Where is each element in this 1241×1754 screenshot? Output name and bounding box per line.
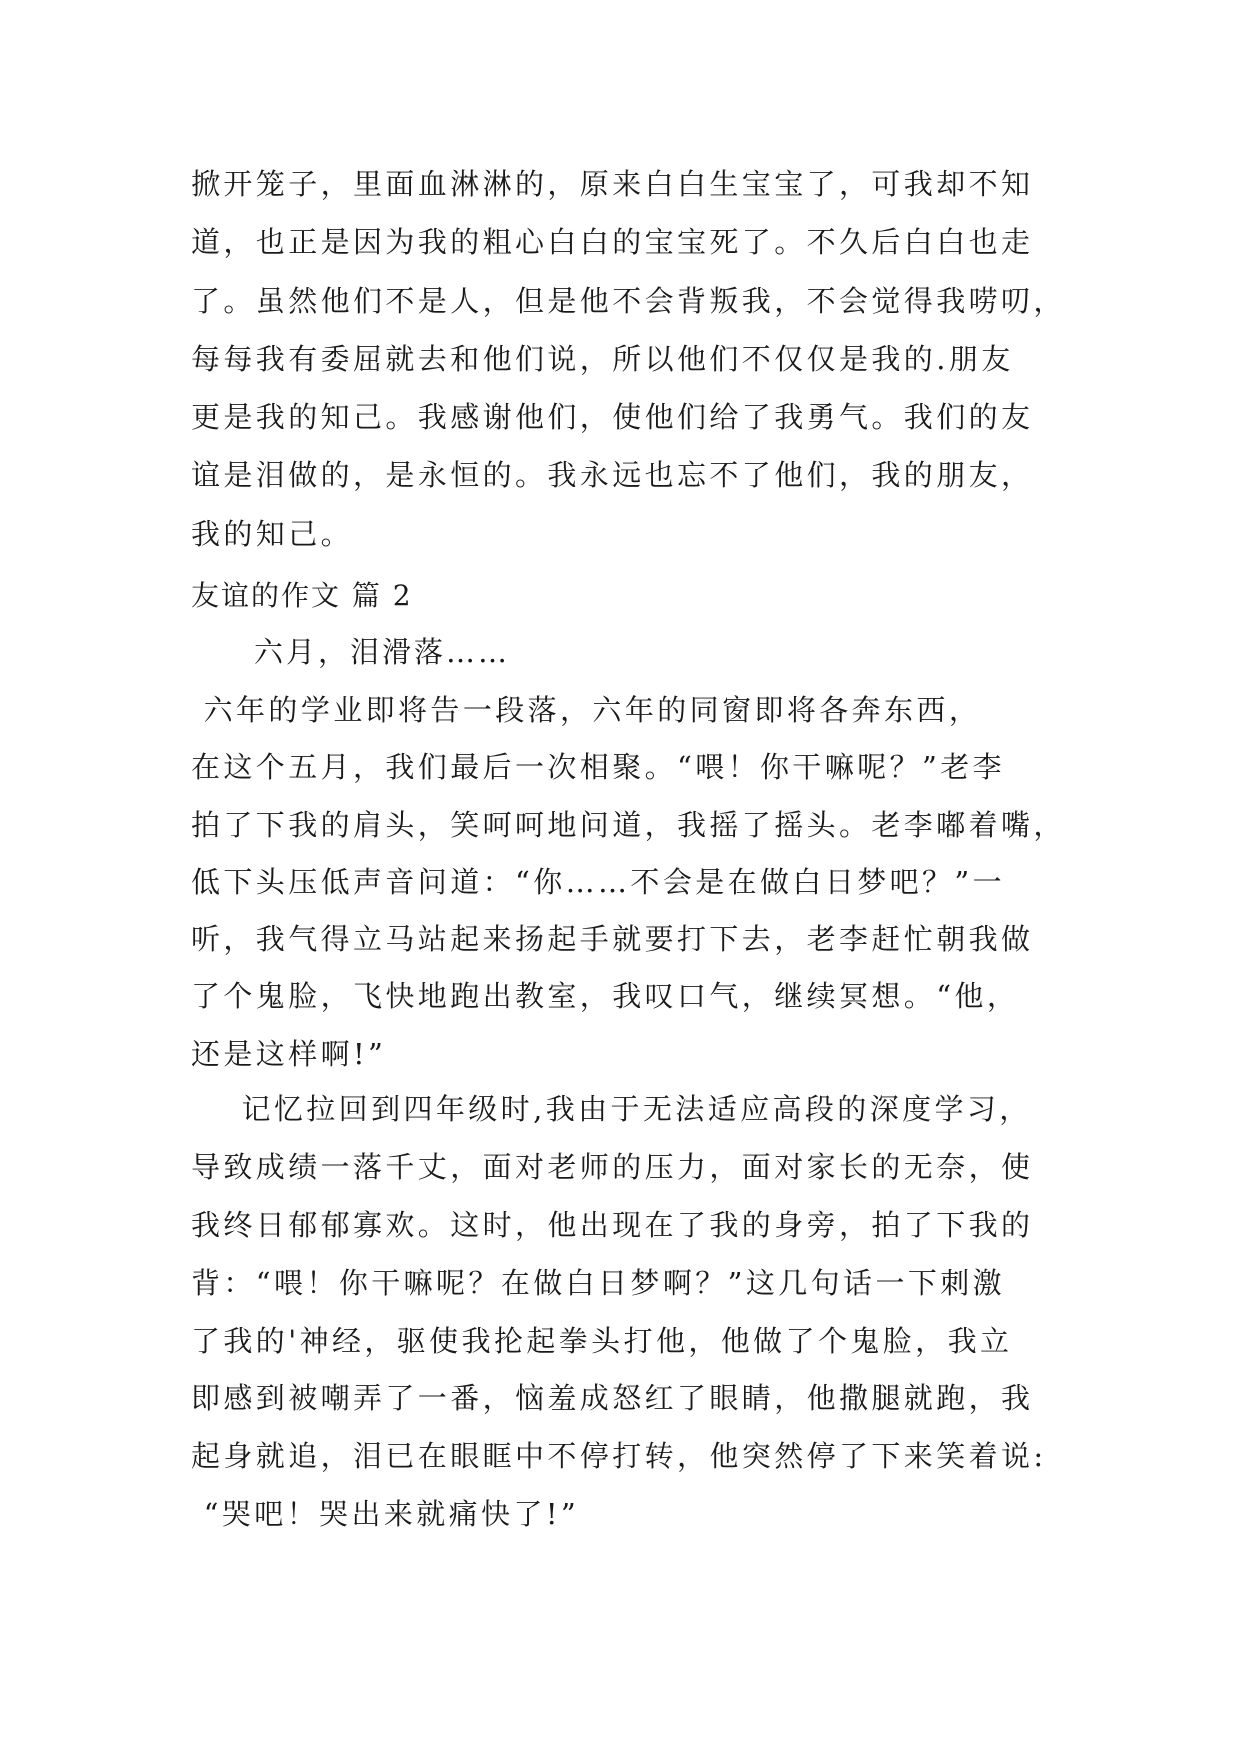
text-line: 了个鬼脸，飞快地跑出教室，我叹口气，继续冥想。“他， xyxy=(191,979,1020,1014)
text-line: 起身就追，泪已在眼眶中不停打转，他突然停了下来笑着说: xyxy=(191,1439,1047,1474)
paragraph-2 xyxy=(191,692,1071,1093)
text-line: 在这个五月，我们最后一次相聚。“喂！你干嘛呢？”老李 xyxy=(191,750,1006,785)
paragraph-1 xyxy=(191,634,1071,670)
text-line: 了我的'神经，驱使我抡起拳头打他，他做了个鬼脸，我立 xyxy=(191,1323,1013,1358)
text-line: 我终日郁郁寡欢。这时，他出现在了我的身旁，拍了下我的 xyxy=(191,1207,1034,1242)
text-line: 听，我气得立马站起来扬起手就要打下去，老李赶忙朝我做 xyxy=(191,922,1034,957)
text-line: 背：“喂！你干嘛呢？在做白日梦啊？”这几句话一下刺激 xyxy=(191,1265,1006,1300)
text-line: 低下头压低声音问道：“你……不会是在做白日梦吧？”一 xyxy=(191,864,1006,899)
paragraph-3 xyxy=(191,1091,1071,1554)
text-line: 六年的学业即将告一段落，六年的同窗即将各奔东西， xyxy=(191,693,982,727)
previous-section-paragraph xyxy=(191,166,1071,574)
text-line: “哭吧！哭出来就痛快了!” xyxy=(191,1497,580,1532)
text-line: 道，也正是因为我的粗心白白的宝宝死了。不久后白白也走 xyxy=(191,225,1034,260)
text-line: 我的知己。 xyxy=(191,516,354,551)
text-line: 拍了下我的肩头，笑呵呵地问道，我摇了摇头。老李嘟着嘴， xyxy=(191,807,1066,842)
text-line: 还是这样啊!” xyxy=(191,1036,387,1071)
text-line: 掀开笼子，里面血淋淋的，原来白白生宝宝了，可我却不知 xyxy=(191,167,1034,201)
text-line: 谊是泪做的，是永恒的。我永远也忘不了他们，我的朋友， xyxy=(191,458,1034,493)
section-heading: 友谊的作文 篇 2 xyxy=(191,579,413,612)
text-line: 记忆拉回到四年级时,我由于无法适应高段的深度学习， xyxy=(191,1092,1032,1126)
text-line: 六月，泪滑落…… xyxy=(254,635,511,669)
text-line: 导致成绩一落千丈，面对老师的压力，面对家长的无奈，使 xyxy=(191,1149,1034,1184)
text-line: 了。虽然他们不是人，但是他不会背叛我，不会觉得我唠叨， xyxy=(191,283,1066,318)
text-line: 每每我有委屈就去和他们说，所以他们不仅仅是我的.朋友 xyxy=(191,341,1014,376)
text-line: 更是我的知己。我感谢他们，使他们给了我勇气。我们的友 xyxy=(191,400,1034,435)
text-line: 即感到被嘲弄了一番，恼羞成怒红了眼睛，他撒腿就跑，我 xyxy=(191,1381,1034,1416)
